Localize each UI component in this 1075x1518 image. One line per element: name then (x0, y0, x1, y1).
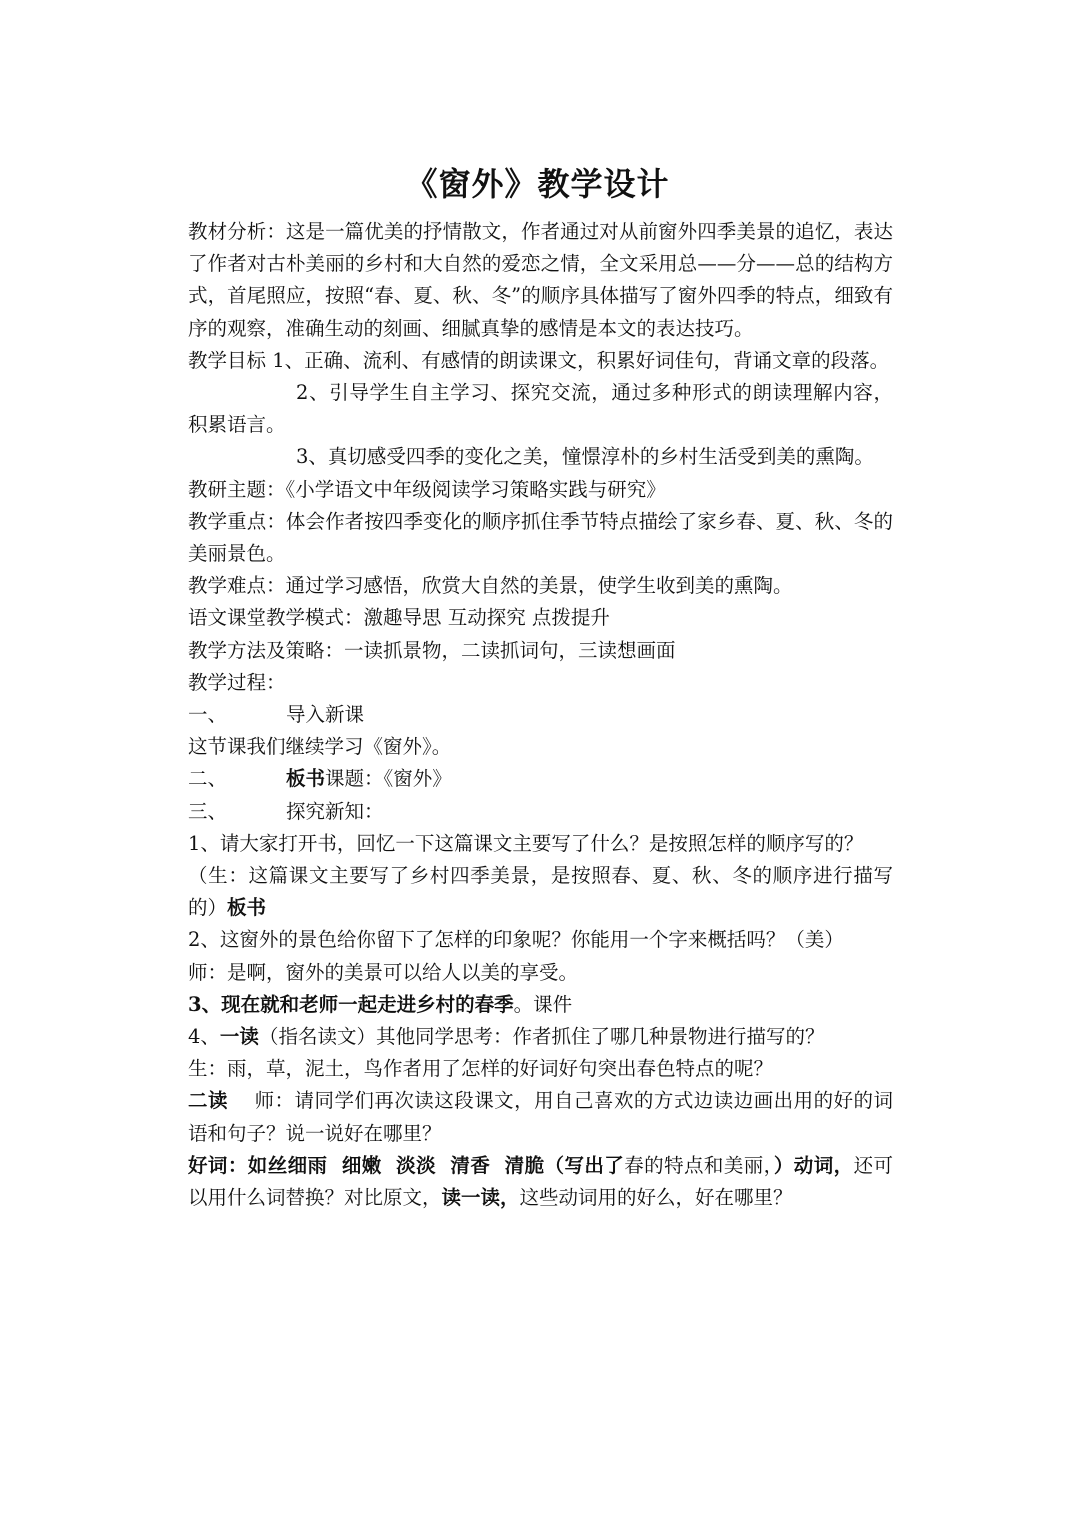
good-words-bold-2: ）动词， (773, 1153, 854, 1177)
good-words-text-3: 这些动词用的好么，好在哪里？ (519, 1186, 793, 1210)
section-2-bold: 板书 (286, 767, 326, 791)
question-4-bold: 一读 (219, 1025, 259, 1049)
document-body (188, 216, 893, 1214)
reading-2 (188, 1085, 893, 1149)
answer-1-text: （生：这篇课文主要写了乡村四季美景，是按照春、夏、秋、冬的顺序进行描写的） (188, 864, 893, 920)
reading-2-bold: 二读 (188, 1089, 228, 1113)
section-1-text: 导入新课 (286, 703, 365, 727)
question-4-number: 4、 (188, 1025, 220, 1049)
good-words-bold-3: 读一读， (441, 1186, 520, 1210)
paragraph-difficulty: 教学难点：通过学习感悟，欣赏大自然的美景，使学生收到美的熏陶。 (188, 574, 793, 598)
good-words-text-2: 还可以用什么词替换？对比原文， (188, 1153, 893, 1210)
teacher-line-2: 师：是啊，窗外的美景可以给人以美的享受。 (188, 960, 579, 984)
section-3-text: 探究新知： (286, 799, 384, 823)
section-3-heading (188, 796, 893, 828)
answer-1 (188, 860, 893, 924)
good-words-text-1: 春的特点和美丽， (624, 1153, 774, 1177)
section-2-number: 二、 (188, 767, 228, 791)
good-words-bold-1: 好词：如丝细雨 细嫩 淡淡 清香 清脆（写出了 (188, 1153, 625, 1177)
good-words (188, 1150, 893, 1214)
question-1: 1、请大家打开书，回忆一下这篇课文主要写了什么？是按照怎样的顺序写的？ (188, 831, 864, 855)
student-line-4: 生：雨，草，泥土，鸟作者用了怎样的好词好句突出春色特点的呢？ (188, 1057, 774, 1081)
paragraph-analysis: 教材分析：这是一篇优美的抒情散文，作者通过对从前窗外四季美景的追忆，表达了作者对古朴美丽的乡村和大自然的爱恋之情，全文采用总——分——总的结构方式，首尾照应，按照“春、夏、秋、冬”的顺序具体描写了窗外四季的特点，细致有序的观察，准确生动的刻画、细腻真挚的感情是本文的表达技巧。 (188, 220, 893, 340)
question-3-bold: 3、现在就和老师一起走进乡村的春季 (188, 992, 514, 1016)
paragraph-teaching-method: 教学方法及策略：一读抓景物，二读抓词句，三读想画面 (188, 638, 676, 662)
paragraph-process-heading: 教学过程： (188, 670, 286, 694)
section-2-text: 课题：《窗外》 (325, 767, 452, 791)
question-2: 2、这窗外的景色给你留下了怎样的印象呢？你能用一个字来概括吗？（美） (188, 928, 844, 952)
paragraph-goal-1: 教学目标 1、正确、流利、有感情的朗读课文，积累好词佳句，背诵文章的段落。 (188, 348, 890, 372)
paragraph-intro: 这节课我们继续学习《窗外》。 (188, 735, 452, 759)
paragraph-key-point: 教学重点：体会作者按四季变化的顺序抓住季节特点描绘了家乡春、夏、秋、冬的美丽景色。 (188, 509, 893, 566)
paragraph-goal-2: 2、引导学生自主学习、探究交流，通过多种形式的朗读理解内容，积累语言。 (188, 381, 893, 437)
paragraph-teaching-mode: 语文课堂教学模式：激趣导思 互动探究 点拨提升 (188, 606, 610, 630)
section-3-number: 三、 (188, 799, 228, 823)
section-1-heading (188, 699, 893, 731)
document-title: 《窗外》教学设计 (405, 165, 670, 203)
reading-2-text: 师：请同学们再次读这段课文，用自己喜欢的方式边读边画出用的好的词语和句子？说一说好在哪里？ (188, 1089, 893, 1145)
paragraph-goal-3: 3、真切感受四季的变化之美，憧憬淳朴的乡村生活受到美的熏陶。 (296, 445, 874, 469)
question-4 (188, 1021, 893, 1053)
question-3-text: 。课件 (513, 992, 573, 1016)
section-1-number: 一、 (188, 703, 228, 727)
question-3 (188, 989, 893, 1021)
answer-1-bold: 板书 (227, 896, 267, 920)
question-4-text: （指名读文）其他同学思考：作者抓住了哪几种景物进行描写的？ (258, 1025, 825, 1049)
section-2-heading (188, 763, 893, 795)
paragraph-topic: 教研主题：《小学语文中年级阅读学习策略实践与研究》 (188, 477, 666, 501)
